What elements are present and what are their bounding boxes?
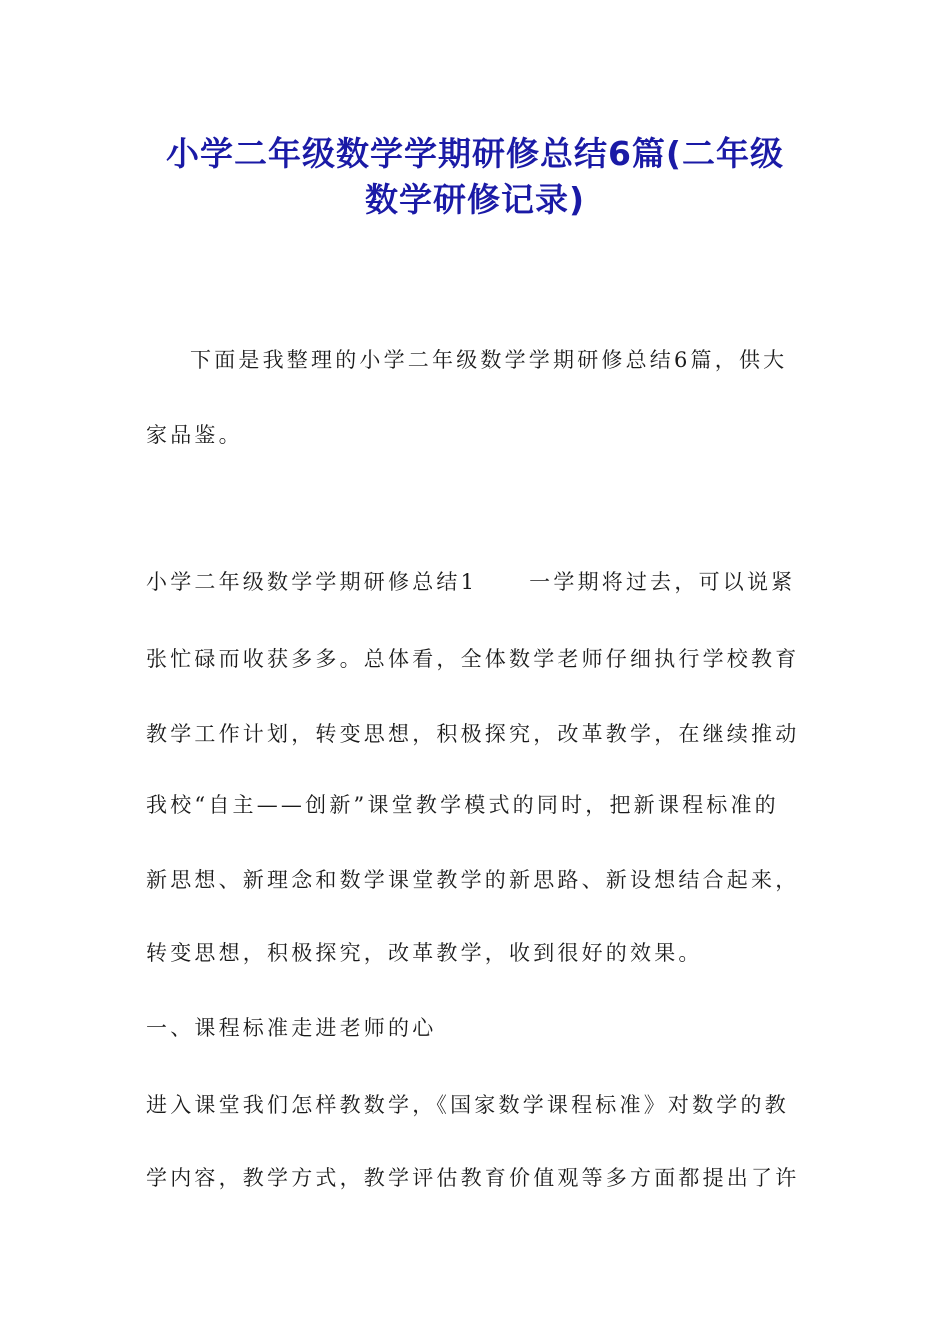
- section1-heading: 小学二年级数学学期研修总结1: [146, 570, 478, 594]
- section1-line-1: 一学期将过去，可以说紧: [529, 570, 796, 594]
- section1-line-3: 教学工作计划，转变思想，积极探究，改革教学，在继续推动: [146, 722, 800, 746]
- subheading-1: 一、课程标准走进老师的心: [146, 1016, 437, 1040]
- section1-line-4: 我校“自主——创新”课堂教学模式的同时，把新课程标准的: [146, 793, 779, 817]
- intro-line-2: 家品鉴。: [146, 423, 243, 447]
- paragraph2-line-2: 学内容，教学方式，教学评估教育价值观等多方面都提出了许: [146, 1166, 800, 1190]
- section1-first-line: [146, 567, 806, 597]
- document-title-line-2: 数学研修记录): [364, 180, 586, 219]
- intro-line-1: 下面是我整理的小学二年级数学学期研修总结6篇，供大: [190, 348, 788, 372]
- section1-line-2: 张忙碌而收获多多。总体看，全体数学老师仔细执行学校教育: [146, 647, 800, 671]
- section1-line-6: 转变思想，积极探究，改革教学，收到很好的效果。: [146, 941, 703, 965]
- section1-line-5: 新思想、新理念和数学课堂教学的新思路、新设想结合起来，: [146, 868, 800, 892]
- document-title-line-1: 小学二年级数学学期研修总结6篇(二年级: [165, 134, 785, 173]
- paragraph2-line-1: 进入课堂我们怎样教数学，《国家数学课程标准》对数学的教: [146, 1093, 789, 1117]
